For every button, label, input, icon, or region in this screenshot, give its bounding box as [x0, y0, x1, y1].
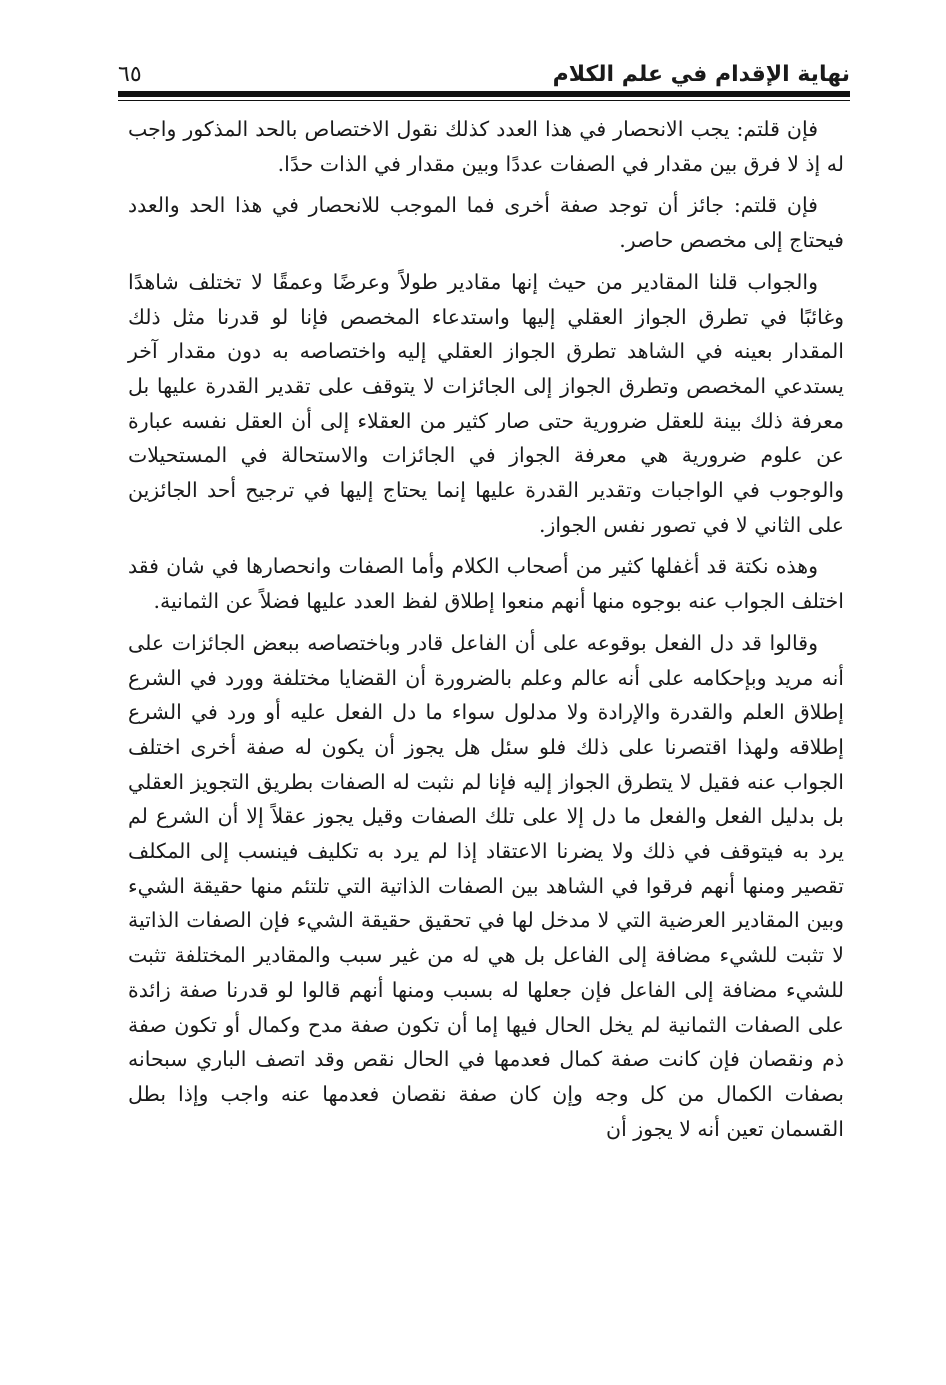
- book-title: نهاية الإقدام في علم الكلام: [552, 62, 850, 87]
- running-header: [118, 50, 850, 90]
- paragraph-4: وهذه نكتة قد أغفلها كثير من أصحاب الكلام وأما الصفات وانحصارها في شان فقد اختلف الجواب عنه بوجوه منها أنهم منعوا إطلاق لفظ العدد عليها فضلاً عن الثمانية.: [128, 554, 844, 614]
- header-rule-thick: [118, 91, 850, 97]
- paragraph-3: والجواب قلنا المقادير من حيث إنها مقادير طولاً وعرضًا وعمقًا لا تختلف شاهدًا وغائبًا في تطرق الجواز العقلي إليها واستدعاء المخصص فإنا لو قدرنا مثل ذلك المقدار بعينه في الشاهد تطرق الجواز العقلي إليه واختصاصه به دون مقدار آخر يستدعي المخصص وتطرق الجواز إلى الجائزات لا يتوقف على تقدير القدرة عليها بل معرفة ذلك بينة للعقل ضرورية حتى صار كثير من العقلاء إلى أن العقل نفسه عبارة عن علوم ضرورية هي معرفة الجواز في الجائزات والاستحالة في المستحيلات والوجوب في الواجبات وتقدير القدرة عليها إنما يحتاج إليها في ترجيح أحد الجائزين على الثاني لا في تصور نفس الجواز.: [128, 269, 844, 537]
- page-number: ٦٥: [118, 62, 142, 87]
- paragraph-2: فإن قلتم: جائز أن توجد صفة أخرى فما الموجب للانحصار في هذا الحد والعدد فيحتاج إلى مخصص حاصر.: [128, 193, 844, 253]
- paragraph-5: وقالوا قد دل الفعل بوقوعه على أن الفاعل قادر وباختصاصه ببعض الجائزات على أنه مريد وبإحكامه على أنه عالم وعلم بالضرورة أن القضايا مختلفة وورد في الشرع إطلاق العلم والقدرة والإرادة ولا مدلول سواء ما دل الفعل عليه أو ورد في الشرع إطلاقه ولهذا اقتصرنا على ذلك فلو سئل هل يجوز أن يكون له صفة أخرى اختلف الجواب عنه فقيل لا يتطرق الجواز إليه فإنا لم نثبت له الصفات بطريق التجويز العقلي بل بدليل الفعل والفعل ما دل إلا على تلك الصفات وقيل يجوز عقلاً إلا أن الشرع لم يرد به فيتوقف في ذلك ولا يضرنا الاعتقاد إذا لم يرد به تكليف فينسب إلى المكلف تقصير ومنها أنهم فرقوا في الشاهد بين الصفات الذاتية التي تلتئم منها حقيقة الشيء وبين المقادير العرضية التي لا مدخل لها في تحقيق حقيقة الشيء فإن الصفات الذاتية لا تثبت للشيء مضافة إلى الفاعل بل هي له من غير سبب والمقادير المختلفة تثبت للشيء مضافة إلى الفاعل فإن جعلها له بسبب ومنها أنهم قالوا لو قدرنا صفة زائدة على الصفات الثمانية لم يخل الحال فيها إما أن تكون صفة مدح وكمال أو تكون صفة ذم ونقصان فإن كانت صفة كمال فعدمها في الحال نقص وقد اتصف الباري سبحانه بصفات الكمال من كل وجه وإن كان صفة نقصان فعدمها عنه واجب وإذا بطل القسمان تعين أنه لا يجوز أن: [128, 630, 844, 1141]
- page-body: [128, 112, 844, 1153]
- paragraph-1: فإن قلتم: يجب الانحصار في هذا العدد كذلك نقول الاختصاص بالحد المذكور واجب له إذ لا فرق بين مقدار في الصفات عددًا وبين مقدار في الذات حدًا.: [128, 117, 844, 176]
- header-rule-thin: [118, 100, 850, 101]
